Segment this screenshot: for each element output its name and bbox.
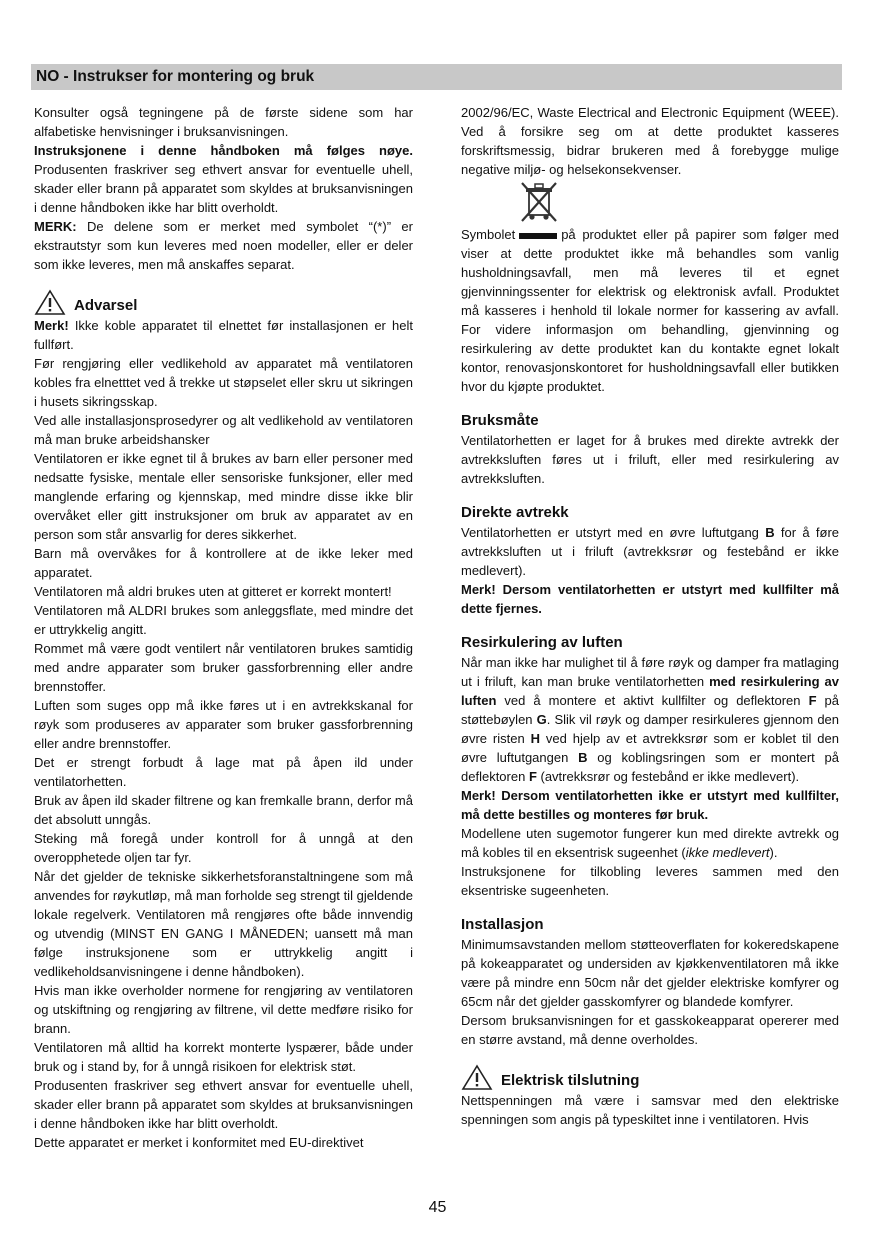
- warning-item: Ventilatoren må aldri brukes uten at gitteret er korrekt montert!: [34, 584, 392, 599]
- recirculation-title: Resirkulering av luften: [461, 634, 623, 651]
- warning-item: Når det gjelder de tekniske sikkerhetsforanstaltningene som må anvendes for røykutløp, må man forholde seg strengt til gjeldende lokale regelverk. Ventilatoren må rengjøres ofte både innvendig og utvendig (MINST EN GANG I MÅNEDEN; uansett må man følge instruksjonene som er uttrykkelig angitt i vedlikeholdsanvisningene i denne håndboken).: [34, 869, 413, 979]
- direct-exhaust-note: Merk! Dersom ventilatorhetten er utstyrt med kullfilter må dette fjernes.: [461, 582, 839, 616]
- warning-item: Steking må foregå under kontroll for å unngå at den overopphetede oljen tar fyr.: [34, 831, 413, 865]
- left-column: [34, 103, 413, 1152]
- electrical-title: Elektrisk tilslutning: [501, 1072, 640, 1089]
- intro-paragraph: Konsulter også tegningene på de første sidene som har alfabetiske henvisninger i bruksanvisningen.: [34, 105, 413, 139]
- warning-triangle-icon: [34, 289, 66, 316]
- warning-item-text: Ikke koble apparatet til elnettet før installasjonen er helt fullført.: [34, 318, 413, 352]
- installation-section: [461, 914, 839, 1049]
- text-run: ved å montere et aktivt kullfilter og deflektoren: [496, 693, 809, 708]
- warning-item: Produsenten fraskriver seg ethvert ansvar for eventuelle uhell, skader eller brann på apparatet som skyldes at bruksanvisningen i denne håndboken ikke har blitt overholdt.: [34, 1078, 413, 1131]
- warning-item: Dette apparatet er merket i konformitet med EU-direktivet: [34, 1135, 364, 1150]
- text-run: ved hjelp av et avtrekksrør som er koblet til den øvre luftutgangen: [461, 731, 839, 765]
- warning-item: Ved alle installasjonsprosedyrer og alt vedlikehold av ventilatoren må man bruke arbeidshansker: [34, 413, 413, 447]
- warning-item: Barn må overvåkes for å kontrollere at de ikke leker med apparatet.: [34, 546, 413, 580]
- text-run: Ventilatorhetten er utstyrt med en øvre luftutgang: [461, 525, 766, 540]
- usage-text: Ventilatorhetten er laget for å brukes med direkte avtrekk der avtrekksluften føres ut i friluft, eller med resirkulering av avtrekksluften.: [461, 433, 839, 486]
- warning-label: Merk!: [34, 318, 69, 333]
- usage-section: [461, 410, 839, 488]
- instructions-paragraph: [34, 141, 413, 217]
- warning-item: Ventilatoren er ikke egnet til å brukes av barn eller personer med nedsatte fysiske, mentale eller sensoriske funksjoner, eller med manglende erfaring og kjennskap, med mindre disse ikke blir overvåket eller gitt instruksjoner om bruk av apparatet av en person som står ansvarlig for deres sikkerhet.: [34, 451, 413, 542]
- part-letter: B: [765, 525, 775, 540]
- installation-text: Minimumsavstanden mellom støtteoverflaten for kokeredskapene på kokeapparatet og undersiden av kjøkkenventilatoren må ikke være på mindre enn 50cm når det gjelder elektriske komfyrer og 65cm når det gjelder gasskomfyrer og blandede komfyrer.: [461, 937, 839, 1009]
- text-run: på støttebøylen: [461, 693, 840, 727]
- text-run: (avtrekksrør og festebånd er ikke medlevert).: [536, 769, 800, 784]
- part-letter: F: [528, 769, 537, 784]
- warning-item: Det er strengt forbudt å lage mat på åpen ild under ventilatorhetten.: [34, 755, 413, 789]
- recirculation-instructions: Instruksjonene for tilkobling leveres sammen med den eksentriske sugeenheten.: [461, 864, 839, 898]
- symbol-paragraph: [461, 225, 839, 396]
- crossed-bin-icon: [517, 179, 561, 225]
- warning-triangle-icon: [461, 1064, 493, 1091]
- warning-item: Ventilatoren må alltid ha korrekt monterte lyspærer, både under bruk og i stand by, for å unngå risikoen for elektrisk støt.: [34, 1040, 413, 1074]
- text-run: Når man ikke har mulighet til å føre røyk og damper fra matlaging ut i friluft, kan man bruke ventilatorhetten: [461, 655, 839, 689]
- instructions-bold: Instruksjonene i denne håndboken må følges nøye.: [34, 143, 413, 158]
- emphasis: med resirkulering av luften: [461, 674, 839, 708]
- text-run: for å føre avtrekksluften ut i friluft (avtrekksrør og festebånd er ikke medlevert).: [461, 525, 840, 578]
- warning-item: [34, 316, 413, 354]
- text-run: ).: [769, 845, 778, 860]
- direct-exhaust-title: Direkte avtrekk: [461, 504, 569, 521]
- part-letter: F: [808, 693, 817, 708]
- text-run: . Slik vil røyk og damper resirkuleres gjennom den øvre risten: [461, 712, 840, 746]
- weee-symbol-row: [461, 179, 839, 225]
- page-number: 45: [428, 1199, 447, 1216]
- symbol-text-rest: på produktet eller på papirer som følger med viser at dette produktet ikke må behandles som vanlig husholdningsavfall, men må leveres til et egnet gjenvinningssenter for elektrisk og elektronisk avfall. Produktet må kasseres i henhold til lokale normer for kassering av avfall. For videre informasjon om behandling, gjenvinning og resirkulering av dette produktet kan du kontakte egnet lokalt kontor, renovasjonskontoret for husholdningsavfall eller butikken hvor du kjøpte produktet.: [461, 227, 839, 394]
- electrical-text: Nettspenningen må være i samsvar med den elektriske spenningen som angis på typeskiltet inne i ventilatoren. Hvis: [461, 1093, 839, 1127]
- direct-exhaust-text: [461, 523, 839, 580]
- weee-paragraph: 2002/96/EC, Waste Electrical and Electronic Equipment (WEEE). Ved å forsikre seg om at dette produktet kasseres forskriftsmessig, bidrar brukeren med å forebygge mulige negative miljø- og helsekonsekvenser.: [461, 105, 839, 177]
- warning-heading: [34, 286, 413, 316]
- note-paragraph: [34, 217, 413, 274]
- warning-item: Bruk av åpen ild skader filtrene og kan fremkalle brann, derfor må det absolutt unngås.: [34, 793, 413, 827]
- italic-run: ikke medlevert: [685, 845, 770, 860]
- note-text: De delene som er merket med symbolet “(*)” er ekstrautstyr som kun leveres med noen modeller, eller er deler som ikke leveres, men må anskaffes separat.: [34, 219, 413, 272]
- section-header: NO - Instrukser for montering og bruk: [31, 64, 842, 90]
- text-run: Modellene uten sugemotor fungerer kun med direkte avtrekk og må kobles til en eksentrisk sugeenhet (: [461, 826, 839, 860]
- note-label: MERK:: [34, 219, 77, 234]
- recirculation-text: [461, 653, 839, 786]
- direct-exhaust-section: [461, 502, 839, 618]
- warning-title: Advarsel: [74, 297, 138, 314]
- symbol-text-start: Symbolet: [461, 227, 516, 242]
- part-letter: B: [578, 750, 588, 765]
- part-letter: H: [530, 731, 540, 746]
- recirculation-section: [461, 632, 839, 900]
- installation-text-2: Dersom bruksanvisningen for et gasskokeapparat opererer med en større avstand, må denne overholdes.: [461, 1013, 839, 1047]
- text-run: og koblingsringen som er montert på deflektoren: [461, 750, 839, 784]
- instructions-text: Produsenten fraskriver seg ethvert ansvar for eventuelle uhell, skader eller brann på apparatet som skyldes at bruksanvisningen i denne håndboken ikke har blitt overholdt.: [34, 162, 413, 215]
- part-letter: G: [536, 712, 547, 727]
- usage-title: Bruksmåte: [461, 412, 539, 429]
- recirculation-models-text: [461, 824, 839, 862]
- warning-item: Luften som suges opp må ikke føres ut i en avtrekkskanal for røyk som produseres av apparater som bruker gassforbrenning eller andre brennstoffer.: [34, 698, 413, 751]
- recirculation-note: Merk! Dersom ventilatorhetten ikke er utstyrt med kullfilter, må dette bestilles og monteres før bruk.: [461, 788, 839, 822]
- warning-item: Hvis man ikke overholder normene for rengjøring av ventilatoren og utskiftning og rengjøring av filtrene, vil dette medføre risiko for brann.: [34, 983, 413, 1036]
- warning-item: Ventilatoren må ALDRI brukes som anleggsflate, med mindre det er uttrykkelig angitt.: [34, 603, 413, 637]
- bar-symbol-icon: [519, 233, 557, 239]
- right-column: [461, 103, 839, 1129]
- warning-item: Før rengjøring eller vedlikehold av apparatet må ventilatoren kobles fra elnetttet ved å trekke ut støpselet eller skru ut sikringen i husets sikringsskap.: [34, 356, 413, 409]
- warning-item: Rommet må være godt ventilert når ventilatoren brukes samtidig med andre apparater som bruker gassforbrenning eller andre brennstoffer.: [34, 641, 413, 694]
- electrical-heading: [461, 1061, 839, 1091]
- installation-title: Installasjon: [461, 916, 544, 933]
